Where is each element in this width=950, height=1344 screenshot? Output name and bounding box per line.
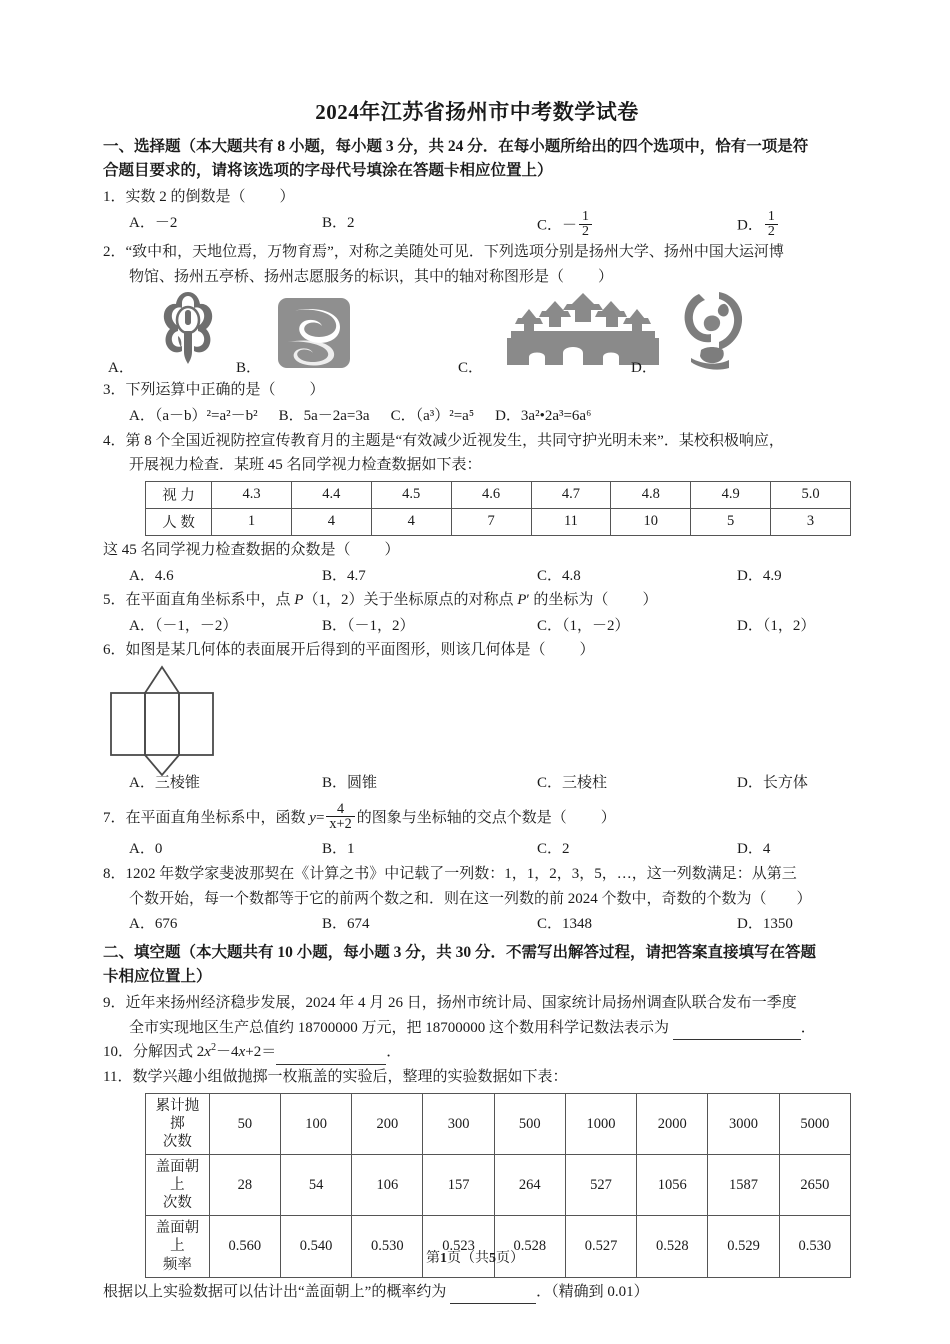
q4-line2: 开展视力检查．某班 45 名同学视力检查数据如下表： [129,457,482,474]
question-11 [103,1066,851,1090]
tosses-row-header: 累计抛掷 次数 [146,1093,210,1154]
q2-line2: 物馆、扬州五亭桥、扬州志愿服务的标识，其中的轴对称图形是（ [129,268,565,285]
q3-paren: ） [309,382,325,399]
q1-text: 实数 2 的倒数是（ [125,189,246,206]
toss-cell: 2000 [637,1093,708,1154]
q3-option-d: D．3a²•2a³=6a⁶ [495,408,592,425]
footer-suffix: 页） [496,1251,524,1266]
q9-line1: 近年来扬州经济稳步发展，2024 年 4 月 26 日，扬州市统计局、国家统计局扬州调查队联合发布一季度 [125,994,797,1011]
q1-option-d-fraction: $\frac{1}{2}$ [765,210,778,240]
q1-option-a-label: A． [129,214,155,231]
q6-option-c: C．三棱柱 [537,775,608,791]
q2-option-a-label: A． [108,360,134,377]
q4-paren: ） [384,541,400,558]
count-cell: 10 [611,508,691,535]
toss-cell: 5000 [779,1093,850,1154]
q3-number: 3． [103,382,126,399]
footer-mid: 页（共 [447,1251,489,1266]
q2-line2-wrap [103,266,851,290]
q8-option-b: B．674 [322,916,370,933]
section-heading-choice [103,135,851,183]
page-footer [0,1247,950,1267]
q5-options [103,614,851,640]
q7-option-c: C．2 [537,841,570,858]
frequency-cell: 0.540 [280,1216,351,1277]
q4-option-a: A．4.6 [129,567,174,584]
logo-b-image [278,298,350,373]
q2-paren: ） [598,268,614,285]
q1-number: 1． [103,189,126,206]
q8-paren: ） [796,890,812,907]
vision-cell: 5.0 [771,481,851,508]
q3-option-a: A．（a－b）²=a²－b² [129,408,258,425]
q11-after-table [103,1281,851,1305]
question-6 [103,639,851,663]
section1-line2: 合题目要求的，请将该选项的字母代号填涂在答题卡相应位置上） [103,162,553,180]
vision-data-table [145,481,851,536]
q7-numerator: 4 [337,800,345,817]
q11-answer-blank[interactable] [450,1288,536,1304]
q9-number: 9． [103,994,126,1011]
count-cell: 4 [371,508,451,535]
q2-logos-row [103,291,851,377]
q9-answer-blank[interactable] [673,1024,801,1040]
q4-options [103,564,851,590]
section2-line1: 二、填空题（本大题共有 10 小题，每小题 3 分，共 30 分．不需写出解答过程，请把答案直接填写在答题 [103,943,817,961]
capup-cell: 2650 [779,1154,850,1215]
toss-cell: 3000 [708,1093,779,1154]
q2-number: 2． [103,244,126,260]
toss-cell: 200 [352,1093,423,1154]
page-title: 2024年江苏省扬州市中考数学试卷 [315,100,639,124]
toss-cell: 1000 [565,1093,636,1154]
q9-line2-post: ． [800,1019,816,1036]
frequency-cell: 0.530 [352,1216,423,1277]
count-cell: 1 [212,508,292,535]
q5-text-post: 的坐标为（ [529,592,609,609]
vision-cell: 4.8 [611,481,691,508]
q5-paren: ） [642,592,658,609]
q1-option-b-value: 2 [347,214,355,231]
vision-cell: 4.4 [291,481,371,508]
q4-option-c: C．4.8 [537,567,581,584]
capup-cell: 28 [209,1154,280,1215]
frequency-row-header: 盖面朝上 频率 [146,1216,210,1277]
q7-text-pre: 在平面直角坐标系中，函数 [125,809,310,826]
q4-option-b: B．4.7 [322,567,366,584]
q10-end: ． [386,1044,402,1061]
count-cell: 3 [771,508,851,535]
question-4 [103,430,851,454]
q7-fraction [326,802,354,833]
yangzhou-university-logo-icon [151,290,225,368]
question-5 [103,589,851,613]
capup-cell: 1587 [708,1154,779,1215]
q4-number: 4． [103,432,126,449]
toss-cell: 300 [423,1093,494,1154]
q8-option-d: D．1350 [737,916,793,933]
q8-line1: 1202 年数学家斐波那契在《计算之书》中记载了一列数：1，1，2，3，5，…，这一列数满足：从第三 [125,865,797,882]
q3-text: 下列运算中正确的是（ [125,382,276,399]
q6-option-d: D．长方体 [737,775,808,791]
toss-cell: 100 [280,1093,351,1154]
section1-line1: 一、选择题（本大题共有 8 小题，每小题 3 分，共 24 分．在每小题所给出的四个选项中，恰有一项是符 [103,138,809,155]
q11-after-post: ．（精确到 0.01） [536,1283,649,1300]
q1-option-a-value: －2 [154,214,178,231]
frequency-cell: 0.560 [209,1216,280,1277]
vision-cell: 4.7 [531,481,611,508]
q5-text-pre: 在平面直角坐标系中，点 [125,592,295,609]
prism-net-diagram [103,665,223,777]
count-row-header: 人 数 [146,508,212,535]
footer-prefix: 第 [426,1251,440,1266]
question-7 [103,800,851,834]
q4-line2-wrap [103,454,851,478]
q11-text: 数学兴趣小组做抛掷一枚瓶盖的实验后，整理的实验数据如下表： [132,1068,568,1085]
capup-count-row-header: 盖面朝上 次数 [146,1154,210,1215]
logo-d-image [673,288,751,375]
vision-cell: 4.9 [691,481,771,508]
vision-row-header: 视 力 [146,481,212,508]
q7-option-a: A．0 [129,841,163,858]
q5-point-p-prime: P [517,592,527,609]
q7-option-b: B．1 [322,841,355,858]
section2-line2: 卡相应位置上） [103,967,212,985]
q7-options [103,837,851,863]
logo-a-image [151,290,225,373]
question-3 [103,379,851,403]
capup-cell: 264 [494,1154,565,1215]
q4-after-text: 这 45 名同学视力检查数据的众数是（ [103,541,351,558]
q10-text-post: +2＝ [245,1044,277,1061]
q7-option-d: D．4 [737,841,771,858]
q10-text-pre: 分解因式 2 [133,1044,205,1061]
q3-option-b: B．5a－2a=3a [278,408,370,425]
toss-cell: 50 [209,1093,280,1154]
page-content [103,96,851,1305]
capup-cell: 1056 [637,1154,708,1215]
frequency-cell: 0.529 [708,1216,779,1277]
q1-option-d [737,208,780,241]
q5-option-d: D．（1，2） [737,617,816,634]
q4-after-table [103,539,851,563]
q7-equals: = [315,809,325,826]
q6-number: 6． [103,642,126,659]
table-row-count [146,508,851,535]
q10-x-var: x [204,1044,211,1061]
q4-option-d: D．4.9 [737,567,782,584]
footer-page-number: 1 [440,1251,447,1266]
q5-option-a: A．（－1，－2） [129,617,238,634]
q1-option-c [537,208,737,241]
q7-text-post: 的图象与坐标轴的交点个数是（ [356,809,567,826]
q8-option-a: A．676 [129,916,178,933]
q8-line2-wrap [103,888,851,912]
vision-cell: 4.5 [371,481,451,508]
q1-option-d-label: D． [737,217,763,234]
q6-paren: ） [579,642,595,659]
q2-line1: “致中和，天地位焉，万物育焉”，对称之美随处可见．下列选项分别是扬州大学、扬州中国大运河博 [125,244,784,260]
q6-option-b: B．圆锥 [322,775,378,791]
footer-total-pages: 5 [489,1251,496,1266]
q1-option-c-label: C． [537,217,563,234]
count-cell: 11 [531,508,611,535]
q5-option-c: C．（1，－2） [537,617,630,634]
q7-number: 7． [103,809,126,826]
q7-denominator: x+2 [326,816,354,832]
section-heading-fill [103,941,851,989]
q5-prime-mark: ′ [526,592,530,609]
q10-number: 10． [103,1044,134,1061]
q3-option-c: C．（a³）²=a⁵ [390,408,475,425]
table-row-vision [146,481,851,508]
q11-after-pre: 根据以上实验数据可以估计出“盖面朝上”的概率约为 [103,1283,447,1300]
q10-x-var-2: x [238,1044,246,1061]
frequency-cell: 0.530 [779,1216,850,1277]
q10-answer-blank[interactable] [276,1049,386,1065]
frequency-cell: 0.528 [637,1216,708,1277]
q1-option-c-sign: － [562,217,578,234]
q8-line2: 个数开始，每一个数都等于它的前两个数之和．则在这一列数的前 2024 个数中，奇数的个数为（ [129,890,767,907]
capup-cell: 527 [565,1154,636,1215]
question-10 [103,1041,851,1065]
count-cell: 4 [291,508,371,535]
q2-option-c-label: C． [458,360,484,377]
q4-line1: 第 8 个全国近视防控宣传教育月的主题是“有效减少近视发生，共同守护光明未来”．某校积极响应， [125,432,784,449]
q8-options [103,912,851,938]
q9-line2-wrap [103,1017,851,1041]
capup-cell: 157 [423,1154,494,1215]
q1-option-b-label: B． [322,214,348,231]
q1-options [103,208,851,241]
q1-paren: ） [279,189,295,206]
q8-number: 8． [103,865,126,882]
q1-option-b [322,211,537,241]
q2-option-b-label: B． [236,360,262,377]
table-row-capup-count [146,1154,851,1215]
count-cell: 5 [691,508,771,535]
question-8 [103,863,851,887]
q10-exponent: 2 [210,1042,217,1054]
capup-cell: 54 [280,1154,351,1215]
capup-cell: 106 [352,1154,423,1215]
vision-cell: 4.3 [212,481,292,508]
q5-number: 5． [103,592,126,609]
q5-text-mid: （1，2）关于坐标原点的对称点 [303,592,518,609]
q6-text: 如图是某几何体的表面展开后得到的平面图形，则该几何体是（ [125,642,546,659]
q6-option-a: A．三棱锥 [129,775,200,791]
q1-option-a [129,211,322,241]
frequency-cell: 0.523 [423,1216,494,1277]
q9-line2-pre: 全市实现地区生产总值约 18700000 万元，把 18700000 这个数用科学记数法表示为 [129,1019,670,1036]
q7-y-var: y [309,809,316,826]
q1-option-c-fraction: $\frac{1}{2}$ [579,210,592,240]
q5-point-p: P [294,592,304,609]
toss-cell: 500 [494,1093,565,1154]
q2-option-d-label: D． [631,360,657,377]
volunteer-service-logo-icon [673,288,751,370]
question-9 [103,992,851,1016]
q10-text-mid: －4 [216,1044,239,1061]
question-1 [103,186,851,210]
table-row-tosses [146,1093,851,1154]
vision-cell: 4.6 [451,481,531,508]
q5-option-b: B．（－1，2） [322,617,415,634]
q6-figure-wrap [103,665,851,777]
frequency-cell: 0.527 [565,1216,636,1277]
grand-canal-museum-logo-icon [278,298,350,368]
q7-paren: ） [600,809,616,826]
q8-option-c: C．1348 [537,916,593,933]
q11-number: 11． [103,1068,133,1085]
question-2 [103,241,851,265]
count-cell: 7 [451,508,531,535]
q3-options [103,404,851,430]
frequency-cell: 0.528 [494,1216,565,1277]
